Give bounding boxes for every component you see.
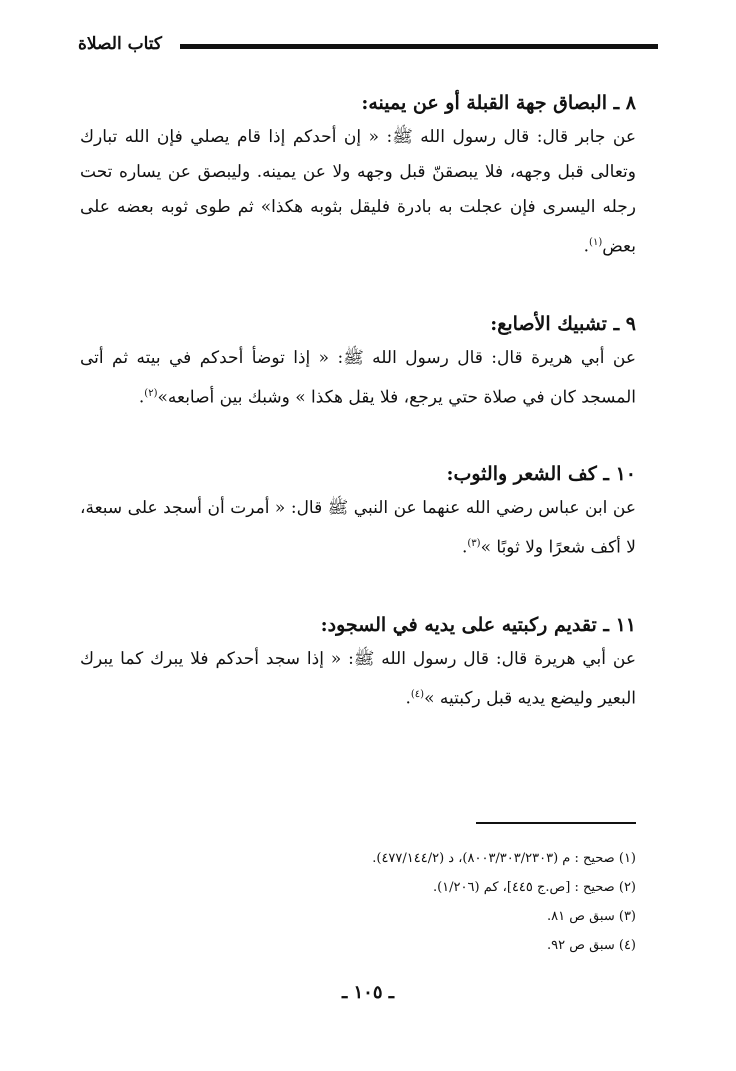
section-heading: ١٠ ـ كف الشعر والثوب:	[446, 463, 636, 486]
hadith-text: عن أبي هريرة قال: قال رسول الله ﷺ: « إذا سجد أحدكم فلا يبرك كما يبرك البعير وليضع يديه قبل ركبتيه »	[80, 648, 636, 709]
footnote-ref: (٣)	[467, 538, 481, 550]
hadith-text: عن أبي هريرة قال: قال رسول الله ﷺ: « إذا توضأ أحدكم في بيته ثم أتى المسجد كان في صلاة حتي يرجع، فلا يقل هكذا » وشبك بين أصابعه»	[80, 347, 636, 408]
footnote-rule	[476, 822, 636, 824]
section-hair-clothes	[80, 457, 636, 566]
section-text	[80, 120, 636, 265]
footnote-4: (٤) سبق ص ٩٢.	[546, 938, 636, 953]
footnotes	[330, 844, 636, 960]
footnote-ref: (١)	[589, 237, 603, 248]
section-text	[80, 642, 636, 717]
section-knees-before-hands	[80, 608, 636, 717]
sentence-end: .	[583, 236, 590, 257]
hadith-text: عن جابر قال: قال رسول الله ﷺ: « إن أحدكم إذا قام يصلي فإن الله تبارك وتعالى قبل وجهه، فلا يبصقنّ قبل وجهه ولا عن يمينه. وليبصق عن يساره تحت رجله اليسرى فإن عجلت به بادرة فليقل بثوبه هكذا» ثم طوى ثوبه بعضه على بعض	[80, 127, 636, 257]
section-interlacing-fingers	[80, 307, 636, 416]
page-number: ـ ١٠٥ ـ	[341, 982, 395, 1003]
sentence-end: .	[461, 537, 468, 558]
sentence-end: .	[138, 387, 145, 408]
section-heading: ٩ ـ تشبيك الأصابع:	[490, 312, 636, 335]
header-rule	[180, 44, 658, 49]
footnote-3: (٣) سبق ص ٨١.	[546, 909, 636, 924]
footnote-2: (٢) صحيح : [ص.ج ٤٤٥]، كم (١/٢٠٦).	[432, 880, 636, 895]
footnote-1: (١) صحيح : م (٨٠٠٣/٣٠٣/٢٣٠٣)، د (٤٧٧/١٤٤/٢).	[372, 851, 636, 866]
footnote-ref: (٢)	[144, 387, 158, 399]
sentence-end: .	[405, 688, 411, 709]
section-text	[80, 491, 636, 566]
running-header-title: كتاب الصلاة	[78, 34, 163, 54]
section-heading: ٨ ـ البصاق جهة القبلة أو عن يمينه:	[361, 92, 636, 114]
section-heading: ١١ ـ تقديم ركبتيه على يديه في السجود:	[320, 613, 636, 636]
footnote-ref: (٤)	[410, 688, 425, 700]
hadith-text: عن ابن عباس رضي الله عنهما عن النبي ﷺ قال: « أمرت أن أسجد على سبعة، لا أكف شعرًا ولا ثوبًا »	[80, 498, 636, 558]
main-content	[80, 86, 636, 759]
section-text	[80, 341, 636, 416]
section-spitting	[80, 86, 636, 265]
